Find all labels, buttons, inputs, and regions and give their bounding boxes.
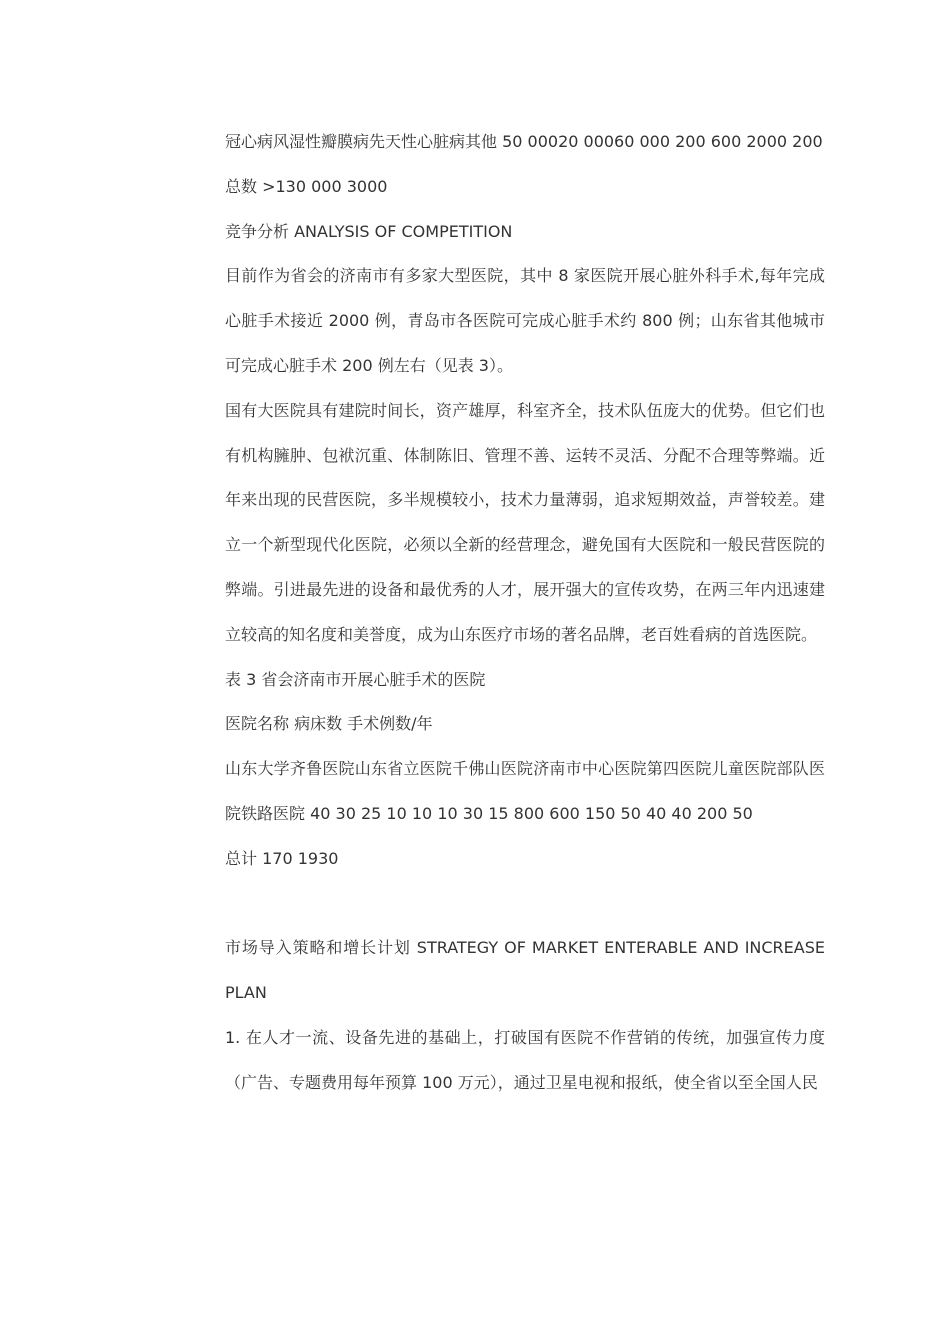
competition-heading: 竞争分析 ANALYSIS OF COMPETITION	[225, 221, 513, 241]
competition-paragraph-1: 目前作为省会的济南市有多家大型医院，其中 8 家医院开展心脏外科手术,每年完成心脏手术接近 2000 例，青岛市各医院可完成心脏手术约 800 例；山东省其他城市可完成心脏手术 200 例左右（见表 3）。	[225, 266, 825, 375]
strategy-item-1: 1. 在人才一流、设备先进的基础上，打破国有医院不作营销的传统，加强宣传力度（广告、专题费用每年预算 100 万元），通过卫星电视和报纸，使全省以至全国人民	[225, 1027, 825, 1092]
table-3-total: 总计 170 1930	[225, 848, 339, 868]
table-3-body: 山东大学齐鲁医院山东省立医院千佛山医院济南市中心医院第四医院儿童医院部队医院铁路医院 40 30 25 10 10 10 30 15 800 600 150 50 40 40 200 50	[225, 759, 825, 823]
table-3-header: 医院名称 病床数 手术例数/年	[225, 714, 433, 734]
total-stats-text: 总数 >130 000 3000	[225, 176, 388, 196]
blank-line	[225, 882, 825, 927]
strategy-heading: 市场导入策略和增长计划 STRATEGY OF MARKET ENTERABLE AND INCREASE PLAN	[225, 938, 825, 1003]
table-3-caption: 表 3 省会济南市开展心脏手术的医院	[225, 669, 486, 689]
competition-paragraph-2: 国有大医院具有建院时间长，资产雄厚，科室齐全，技术队伍庞大的优势。但它们也有机构臃肿、包袱沉重、体制陈旧、管理不善、运转不灵活、分配不合理等弊端。近年来出现的民营医院，多半规模较小，技术力量薄弱，追求短期效益，声誉较差。建立一个新型现代化医院，必须以全新的经营理念，避免国有大医院和一般民营医院的弊端。引进最先进的设备和最优秀的人才，展开强大的宣传攻势，在两三年内迅速建立较高的知名度和美誉度，成为山东医疗市场的著名品牌，老百姓看病的首选医院。	[225, 400, 825, 644]
disease-stats-text: 冠心病风湿性瓣膜病先天性心脏病其他 50 00020 00060 000 200 600 2000 200	[225, 132, 823, 151]
document-body	[225, 120, 825, 1106]
